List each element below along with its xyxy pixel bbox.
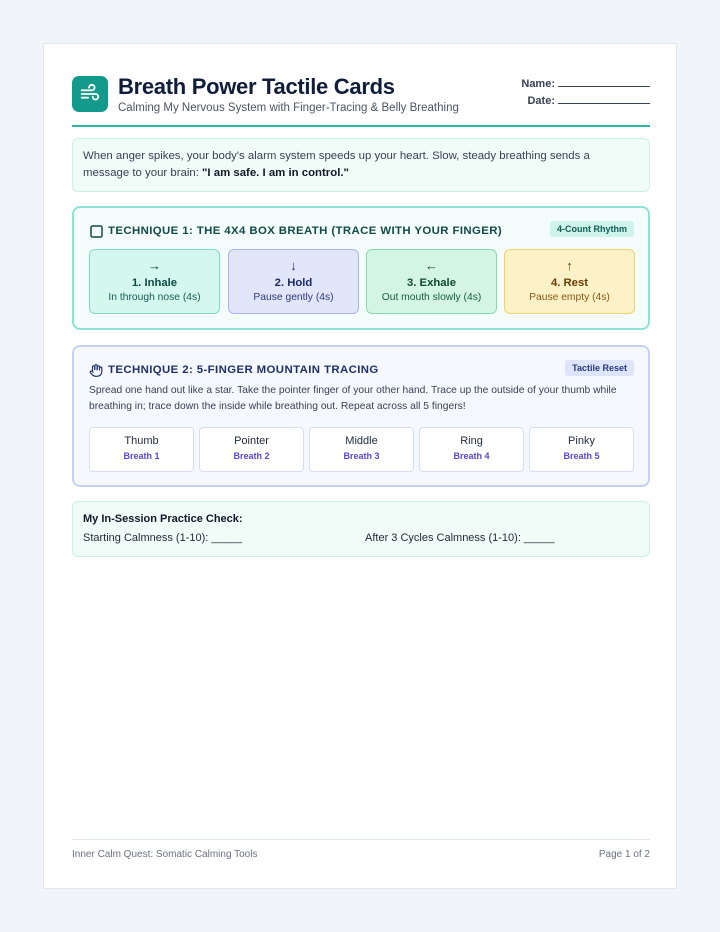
step-description: Out mouth slowly (4s): [381, 292, 482, 303]
header: [72, 74, 650, 129]
technique-2-card: [72, 345, 650, 487]
step-label: 2. Hold: [274, 277, 313, 289]
finger-breath-label: Breath 1: [123, 451, 160, 461]
technique-1-title: TECHNIQUE 1: THE 4X4 BOX BREATH (TRACE WITH YOUR FINGER): [108, 225, 503, 237]
name-label: Name:: [521, 78, 555, 90]
footer-divider: [72, 839, 650, 840]
name-date-fields: [490, 78, 650, 112]
square-icon: [89, 224, 103, 238]
wind-icon: [72, 76, 108, 112]
step-label: 4. Rest: [550, 277, 589, 289]
step-label: 3. Exhale: [407, 277, 456, 289]
arrow-down-icon: ↓: [290, 258, 297, 273]
finger-card: [199, 427, 304, 472]
page-number: Page 1 of 2: [598, 849, 650, 860]
finger-name: Middle: [345, 435, 378, 447]
intro-text: When anger spikes, your body's alarm system speeds up your heart. Slow, steady breathing sends a message to your brain:: [83, 150, 590, 179]
box-step-card: [228, 249, 359, 314]
arrow-left-icon: ←: [425, 258, 438, 273]
finger-name: Ring: [460, 435, 483, 447]
step-description: Pause empty (4s): [529, 292, 610, 303]
finger-card: [89, 427, 194, 472]
finger-name: Pinky: [568, 435, 595, 447]
date-field[interactable]: [490, 95, 650, 112]
practice-check-box: [72, 501, 650, 557]
step-description: In through nose (4s): [108, 292, 201, 303]
arrow-right-icon: →: [148, 258, 161, 273]
name-field[interactable]: [490, 78, 650, 95]
finger-breath-label: Breath 2: [233, 451, 270, 461]
practice-check-title: My In-Session Practice Check:: [83, 513, 243, 525]
finger-breath-label: Breath 3: [343, 451, 380, 461]
starting-calmness-field[interactable]: Starting Calmness (1-10): _____: [83, 532, 242, 544]
worksheet-page: [43, 43, 677, 889]
finger-name: Pointer: [234, 435, 269, 447]
finger-breath-label: Breath 5: [563, 451, 600, 461]
date-line[interactable]: [558, 95, 650, 104]
finger-card: [419, 427, 524, 472]
technique-2-title: TECHNIQUE 2: 5-FINGER MOUNTAIN TRACING: [108, 364, 379, 376]
hand-icon: [89, 363, 103, 377]
tactile-badge: Tactile Reset: [565, 360, 634, 376]
rhythm-badge: 4-Count Rhythm: [550, 221, 634, 237]
finger-name: Thumb: [124, 435, 159, 447]
after-calmness-field[interactable]: After 3 Cycles Calmness (1-10): _____: [365, 532, 555, 544]
finger-card: [529, 427, 634, 472]
finger-breath-label: Breath 4: [453, 451, 490, 461]
page-title: Breath Power Tactile Cards: [118, 74, 395, 99]
box-step-card: [89, 249, 220, 314]
name-line[interactable]: [558, 78, 650, 87]
header-divider: [72, 125, 650, 127]
technique-1-card: [72, 206, 650, 330]
date-label: Date:: [527, 95, 555, 107]
step-description: Pause gently (4s): [253, 292, 334, 303]
intro-box: [72, 138, 650, 192]
finger-card: [309, 427, 414, 472]
box-step-card: [366, 249, 497, 314]
technique-2-description: Spread one hand out like a star. Take the pointer finger of your other hand. Trace up the outside of your thumb while breathing in; trace down the inside while breathing out. Repeat across all 5 fingers!: [89, 385, 617, 412]
box-step-card: [504, 249, 635, 314]
page-subtitle: Calming My Nervous System with Finger-Tracing & Belly Breathing: [118, 102, 459, 114]
footer-title: Inner Calm Quest: Somatic Calming Tools: [72, 849, 258, 860]
arrow-up-icon: ↑: [566, 258, 573, 273]
step-label: 1. Inhale: [131, 277, 178, 289]
intro-quote: "I am safe. I am in control.": [202, 167, 349, 179]
